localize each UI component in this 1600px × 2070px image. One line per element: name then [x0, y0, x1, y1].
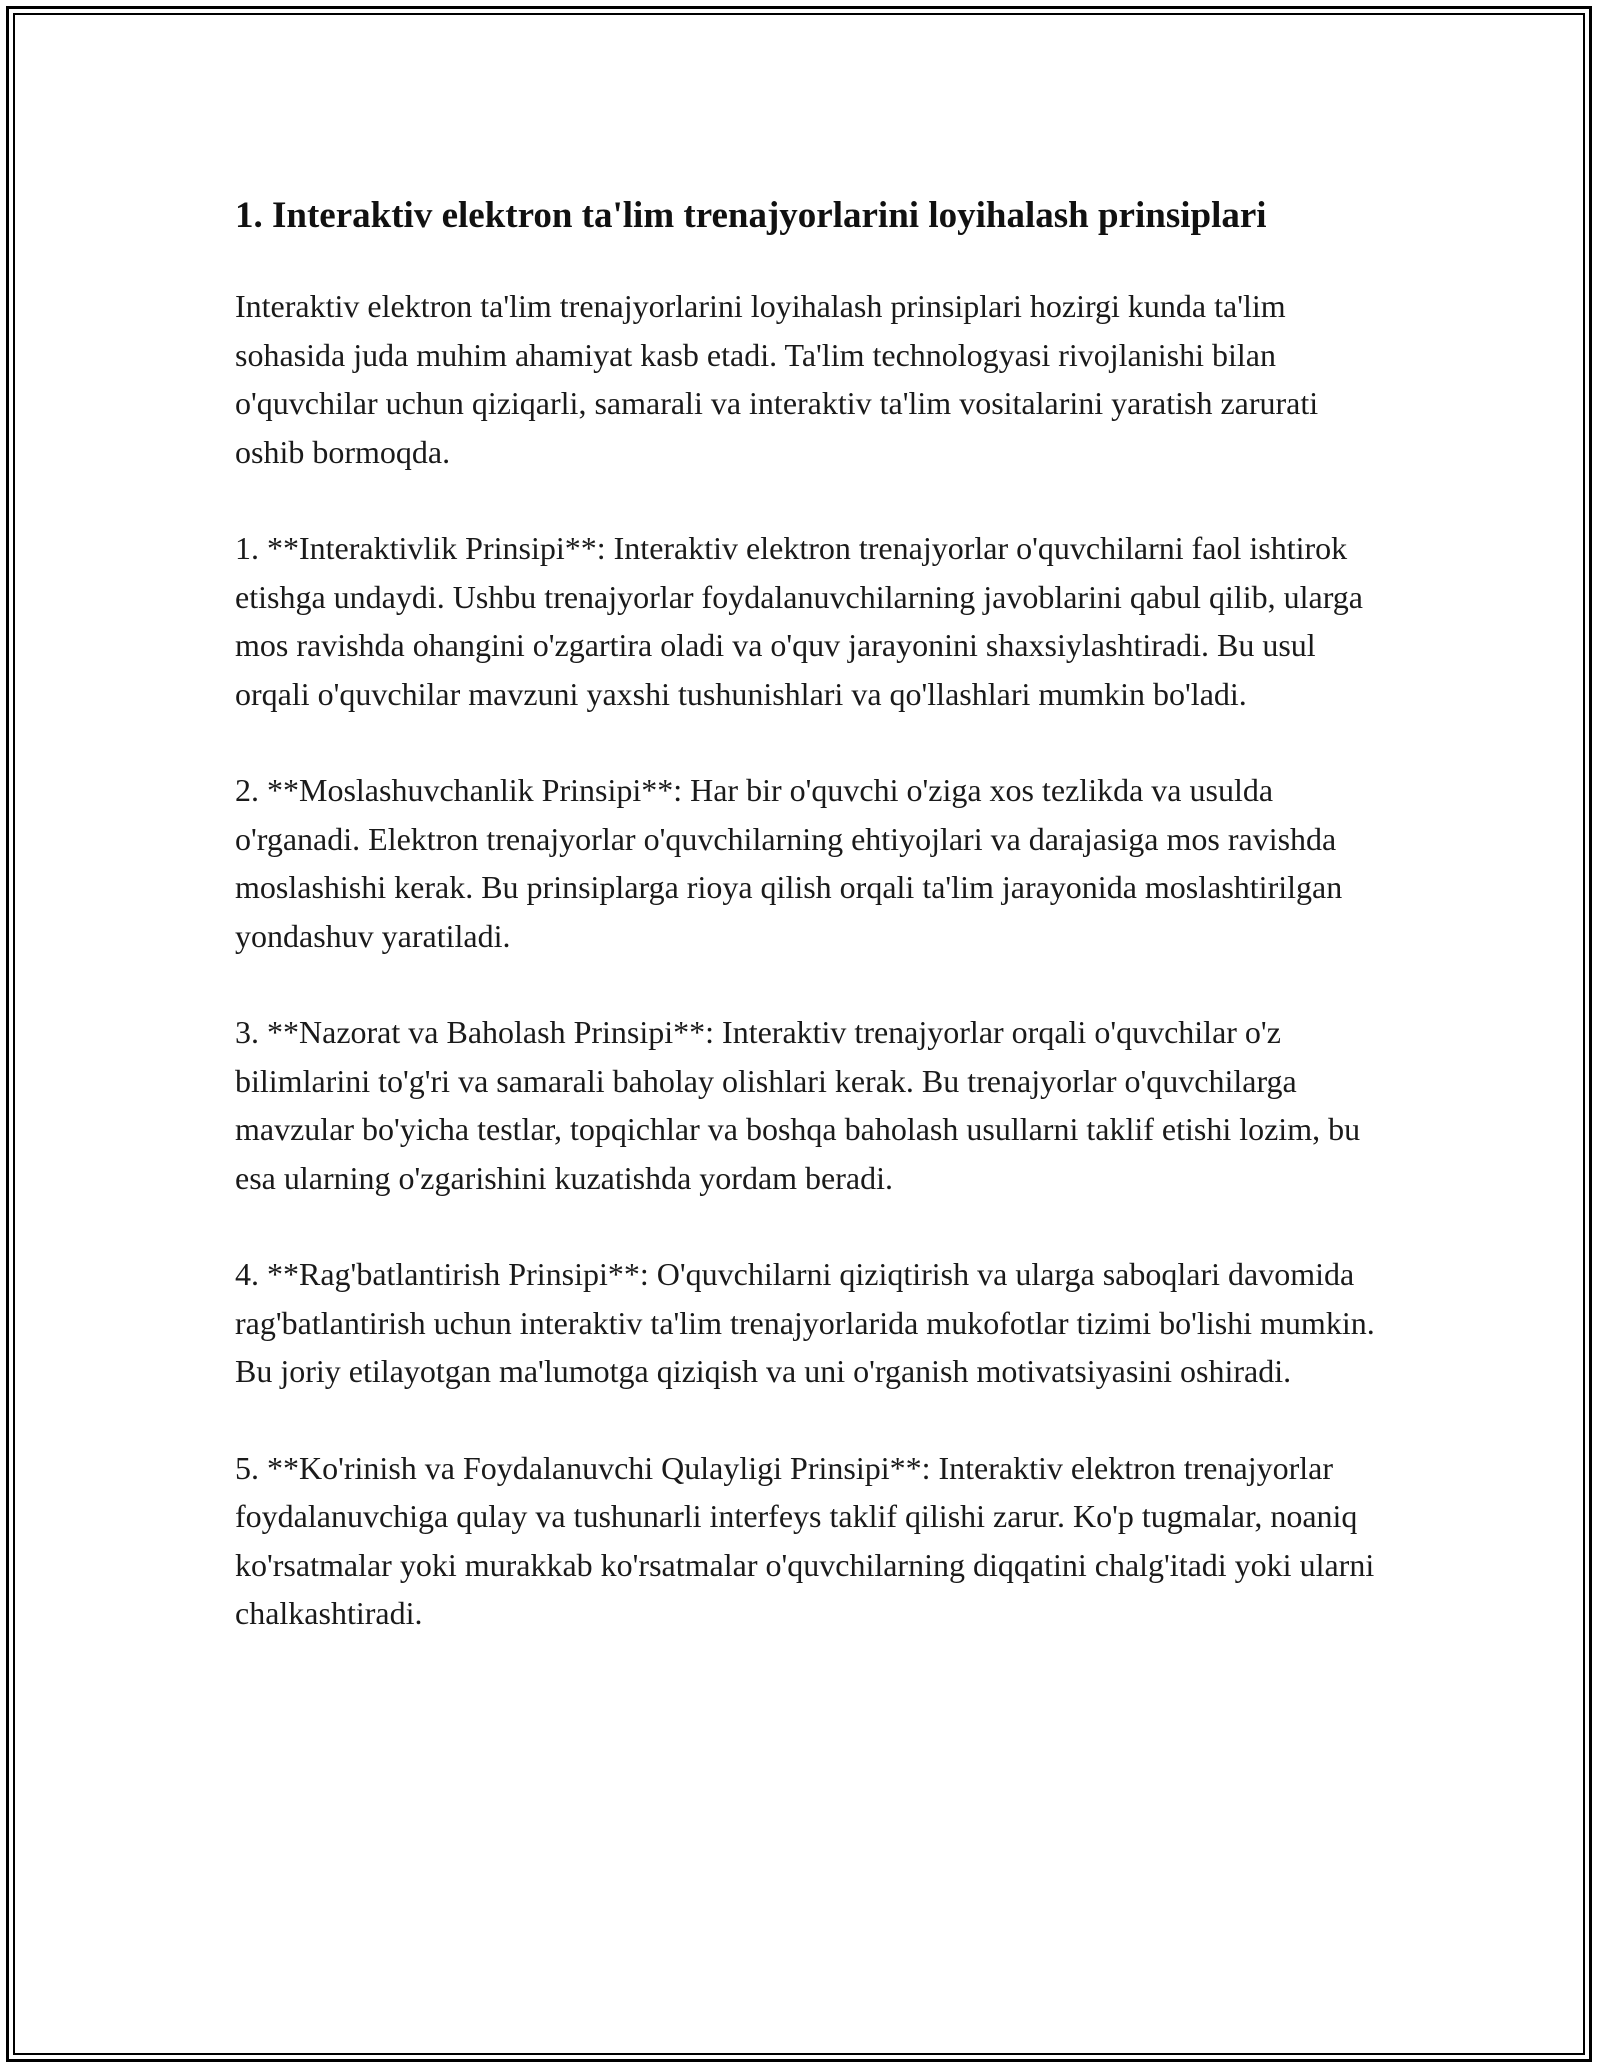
intro-paragraph: Interaktiv elektron ta'lim trenajyorlarini loyihalash prinsiplari hozirgi kunda ta'lim sohasida juda muhim ahamiyat kasb etadi. Ta'lim technologyasi rivojlanishi bilan o'quvchilar uchun qiziqarli, samarali va interaktiv ta'lim vositalarini yaratish zarurati oshib bormoqda.	[235, 288, 1319, 470]
principle-item-2: 2. **Moslashuvchanlik Prinsipi**: Har bir o'quvchi o'ziga xos tezlikda va usulda o'rganadi. Elektron trenajyorlar o'quvchilarning ehtiyojlari va darajasiga mos ravishda moslashishi kerak. Bu prinsiplarga rioya qilish orqali ta'lim jarayonida moslashtirilgan yondashuv yaratiladi.	[235, 772, 1343, 954]
document-body	[235, 188, 1375, 1686]
document-title: 1. Interaktiv elektron ta'lim trenajyorlarini loyihalash prinsiplari	[235, 195, 1267, 236]
principle-item-5: 5. **Ko'rinish va Foydalanuvchi Qulayligi Prinsipi**: Interaktiv elektron trenajyorlar foydalanuvchiga qulay va tushunarli interfeys taklif qilishi zarur. Ko'p tugmalar, noaniq ko'rsatmalar yoki murakkab ko'rsatmalar o'quvchilarning diqqatini chalg'itadi yoki ularni chalkashtiradi.	[235, 1449, 1375, 1631]
principle-item-4: 4. **Rag'batlantirish Prinsipi**: O'quvchilarni qiziqtirish va ularga saboqlari davomida rag'batlantirish uchun interaktiv ta'lim trenajyorlarida mukofotlar tizimi bo'lishi mumkin. Bu joriy etilayotgan ma'lumotga qiziqish va uni o'rganish motivatsiyasini oshiradi.	[235, 1256, 1375, 1389]
principle-item-3: 3. **Nazorat va Baholash Prinsipi**: Interaktiv trenajyorlar orqali o'quvchilar o'z bilimlarini to'g'ri va samarali baholay olishlari kerak. Bu trenajyorlar o'quvchilarga mavzular bo'yicha testlar, topqichlar va boshqa baholash usullarni taklif etishi lozim, bu esa ularning o'zgarishini kuzatishda yordam beradi.	[235, 1014, 1361, 1196]
principle-item-1: 1. **Interaktivlik Prinsipi**: Interaktiv elektron trenajyorlar o'quvchilarni faol ishtirok etishga undaydi. Ushbu trenajyorlar foydalanuvchilarning javoblarini qabul qilib, ularga mos ravishda ohangini o'zgartira oladi va o'quv jarayonini shaxsiylashtiradi. Bu usul orqali o'quvchilar mavzuni yaxshi tushunishlari va qo'llashlari mumkin bo'ladi.	[235, 530, 1363, 712]
